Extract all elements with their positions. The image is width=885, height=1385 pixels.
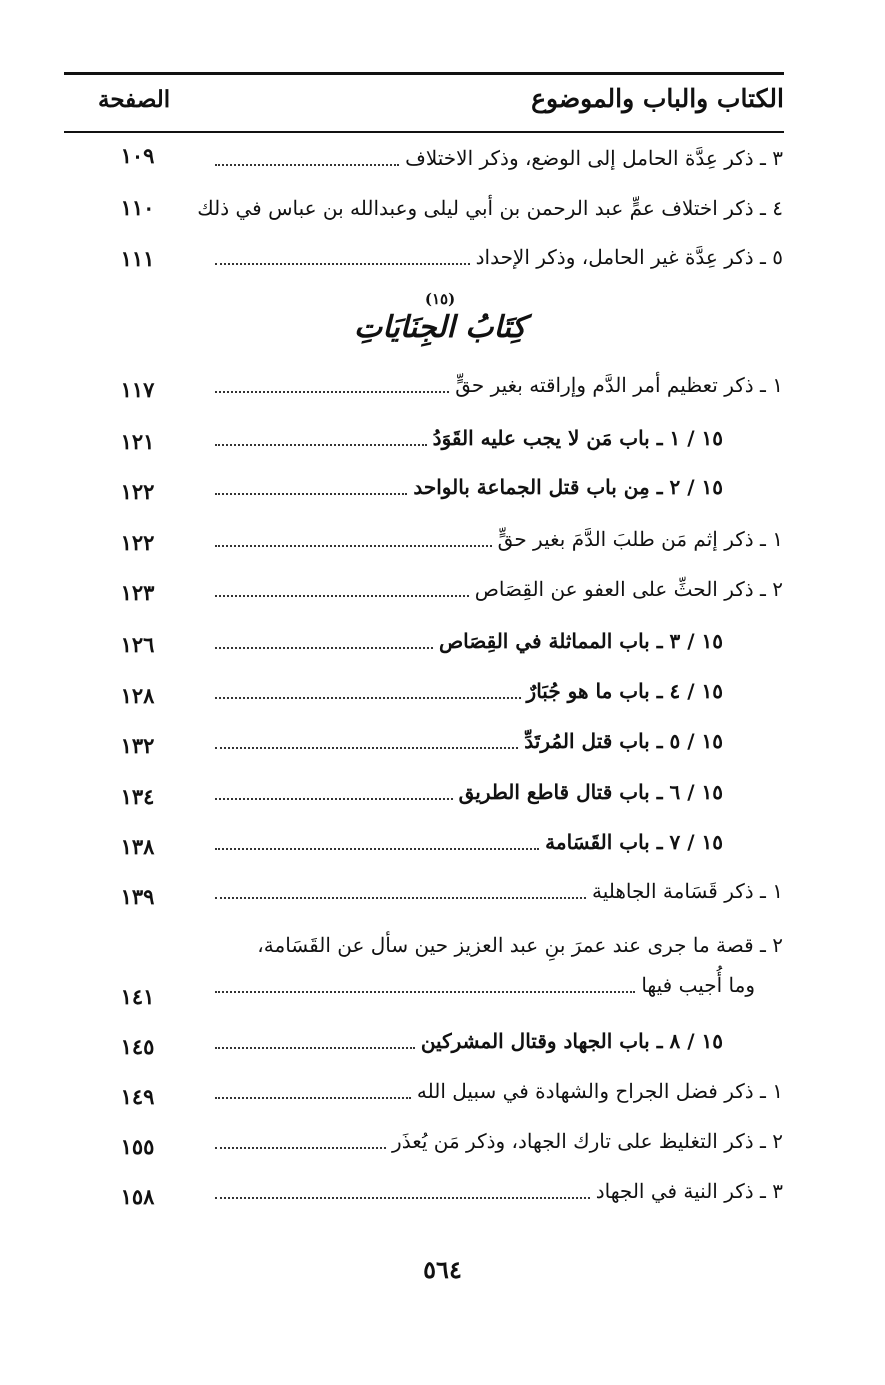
entry-page: ١٤١ <box>120 984 155 1009</box>
entry-text: ٢ ـ ذكر التغليظ على تارك الجهاد، وذكر مَن يُعذَر <box>392 1129 783 1153</box>
entry-text: ١ ـ ذكر تعظيم أمر الدَّم وإراقته بغير حقٍّ <box>455 373 783 397</box>
leader-dots <box>215 492 407 495</box>
toc-entry <box>215 240 783 274</box>
entry-page: ١١١ <box>120 246 155 271</box>
entry-page: ١٢٢ <box>120 479 155 504</box>
table-header <box>64 84 784 124</box>
toc-entry <box>215 968 755 1002</box>
toc-entry <box>215 522 783 556</box>
kitab-number: (١٥) <box>424 290 456 308</box>
entry-page: ١٣٩ <box>120 884 155 909</box>
entry-text: ١٥ / ٦ ـ باب قتال قاطع الطريق <box>458 780 723 804</box>
entry-text: ١ ـ ذكر فضل الجراح والشهادة في سبيل الله <box>416 1079 783 1103</box>
entry-text: ٢ ـ ذكر الحثِّ على العفو عن القِصَاص <box>474 577 783 601</box>
entry-text-line2: وما أُجيب فيها <box>641 973 755 997</box>
leader-dots <box>215 1196 590 1199</box>
toc-entry <box>215 1124 783 1158</box>
entry-page: ١٠٩ <box>120 143 155 168</box>
header-page: الصفحة <box>98 86 171 113</box>
leader-dots <box>215 1046 415 1049</box>
toc-entry <box>215 1174 783 1208</box>
entry-page: ١٢٣ <box>120 580 155 605</box>
leader-dots <box>215 990 635 993</box>
leader-dots <box>215 1096 411 1099</box>
entry-page: ١٥٨ <box>120 1184 155 1209</box>
entry-text: ١٥ / ١ ـ باب مَن لا يجب عليه القَوَدُ <box>432 426 723 450</box>
entry-text: ١٥ / ٥ ـ باب قتل المُرتَدِّ <box>524 729 723 753</box>
leader-dots <box>215 262 470 265</box>
entry-text: ٣ ـ ذكر النية في الجهاد <box>595 1179 783 1203</box>
leader-dots <box>215 797 453 800</box>
entry-page: ١٣٨ <box>120 834 155 859</box>
leader-dots <box>215 390 449 393</box>
toc-entry <box>215 825 723 859</box>
toc-entry <box>215 724 723 758</box>
entry-text: ٤ ـ ذكر اختلاف عمٍّ عبد الرحمن بن أبي ليلى وعبدالله بن عباس في ذلك <box>197 196 783 220</box>
toc-entry <box>215 368 783 402</box>
leader-dots <box>215 544 492 547</box>
kitab-title: كِتَابُ الجِنَايَاتِ <box>354 310 526 345</box>
leader-dots <box>215 646 433 649</box>
entry-text-line1: ٢ ـ قصة ما جرى عند عمرَ بنِ عبد العزيز حين سأل عن القَسَامة، <box>257 933 783 957</box>
toc-entry <box>215 572 783 606</box>
leader-dots <box>215 163 399 166</box>
entry-page: ١٣٢ <box>120 733 155 758</box>
entry-page: ١٢٢ <box>120 530 155 555</box>
leader-dots <box>215 1146 386 1149</box>
leader-dots <box>215 896 586 899</box>
leader-dots <box>215 594 469 597</box>
entry-text: ١٥ / ٧ ـ باب القَسَامة <box>545 830 723 854</box>
entry-page: ١٢٦ <box>120 632 155 657</box>
entry-text: ١٥ / ٨ ـ باب الجهاد وقتال المشركين <box>420 1029 723 1053</box>
entry-page: ١٤٩ <box>120 1084 155 1109</box>
leader-dots <box>215 746 518 749</box>
entry-page: ١٣٤ <box>120 784 155 809</box>
toc-entry <box>215 874 783 908</box>
entry-page: ١١٧ <box>120 377 155 402</box>
toc-entry <box>215 1024 723 1058</box>
toc-entry <box>215 470 723 504</box>
header-rule <box>64 131 784 133</box>
entry-page: ١٢١ <box>120 429 155 454</box>
toc-entry <box>197 191 783 225</box>
entry-page: ١٤٥ <box>120 1034 155 1059</box>
entry-text: ١ ـ ذكر قَسَامة الجاهلية <box>591 879 783 903</box>
toc-entry <box>215 775 723 809</box>
kitab-heading <box>330 290 550 358</box>
entry-text: ١٥ / ٣ ـ باب المماثلة في القِصَاص <box>438 629 723 653</box>
toc-entry <box>215 674 723 708</box>
entry-text: ٥ ـ ذكر عِدَّة غير الحامل، وذكر الإحداد <box>475 245 783 269</box>
page-number: ٥٦٤ <box>423 1255 462 1284</box>
top-rule <box>64 72 784 75</box>
entry-text: ١٥ / ٢ ـ مِن باب قتل الجماعة بالواحد <box>413 475 723 499</box>
entry-text: ١٥ / ٤ ـ باب ما هو جُبَارٌ <box>526 679 723 703</box>
leader-dots <box>215 443 427 446</box>
entry-page: ١١٠ <box>120 195 155 220</box>
entry-page: ١٢٨ <box>120 683 155 708</box>
leader-dots <box>215 696 521 699</box>
toc-entry <box>215 421 723 455</box>
entry-page: ١٥٥ <box>120 1134 155 1159</box>
header-topic: الكتاب والباب والموضوع <box>531 84 784 113</box>
entry-text: ١ ـ ذكر إثم مَن طلبَ الدَّمَ بغير حقٍّ <box>497 527 783 551</box>
leader-dots <box>215 847 539 850</box>
toc-entry <box>215 141 783 175</box>
toc-entry <box>215 624 723 658</box>
entry-text: ٣ ـ ذكر عِدَّة الحامل إلى الوضع، وذكر الاختلاف <box>405 146 783 170</box>
toc-entry <box>215 1074 783 1108</box>
